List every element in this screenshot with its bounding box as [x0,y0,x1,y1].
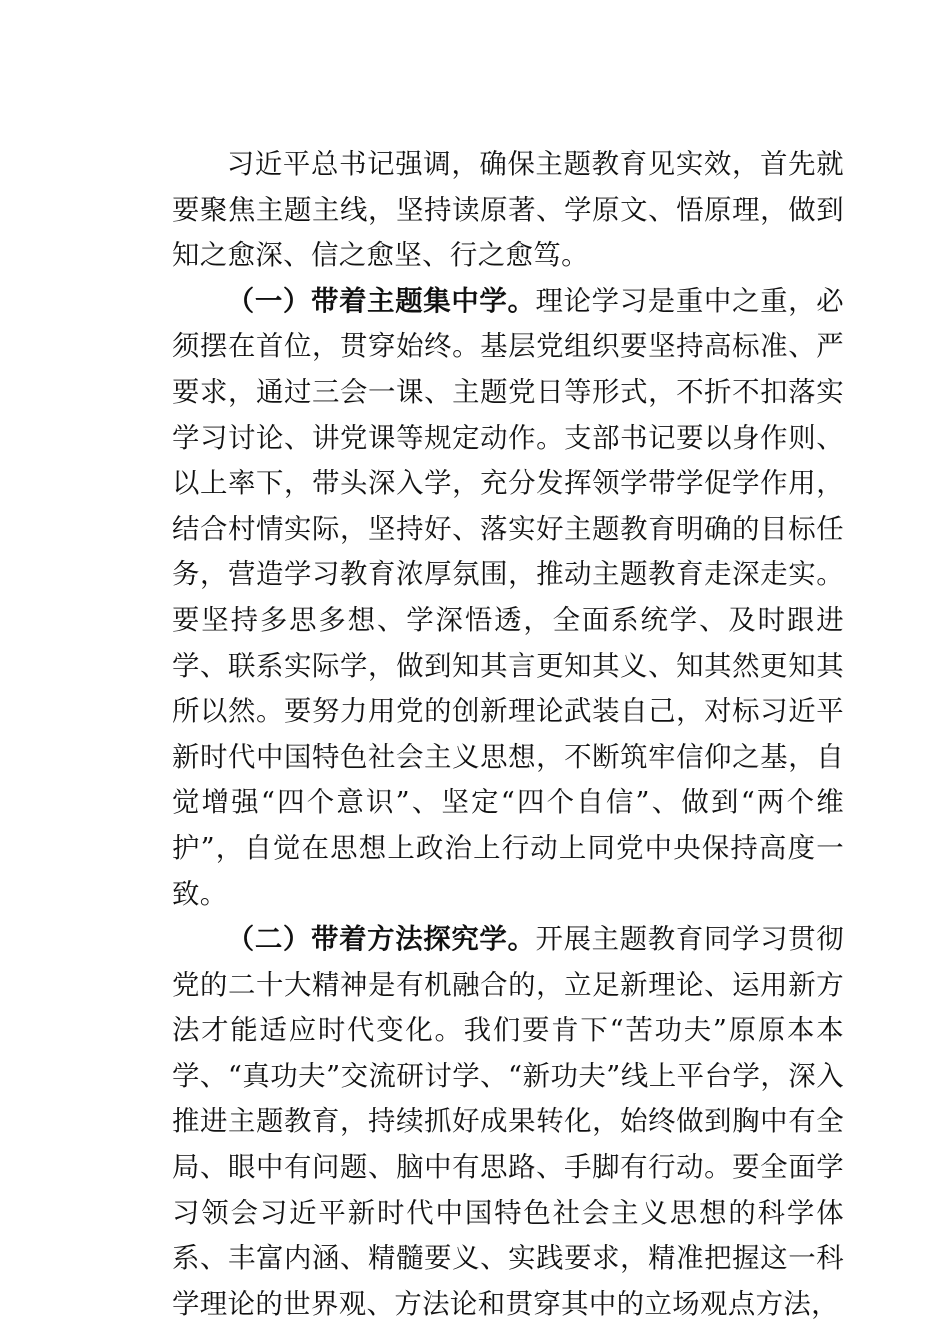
section-two-paragraph [172,917,844,1327]
section-one-text: 理论学习是重中之重，必须摆在首位，贯穿始终。基层党组织要坚持高标准、严要求，通过三会一课、主题党日等形式，不折不扣落实学习讨论、讲党课等规定动作。支部书记要以身作则、以上率下，带头深入学，充分发挥领学带学促学作用，结合村情实际，坚持好、落实好主题教育明确的目标任务，营造学习教育浓厚氛围，推动主题教育走深走实。要坚持多思多想、学深悟透，全面系统学、及时跟进学、联系实际学，做到知其言更知其义、知其然更知其所以然。要努力用党的创新理论武装自己，对标习近平新时代中国特色社会主义思想，不断筑牢信仰之基，自觉增强“四个意识”、坚定“四个自信”、做到“两个维护”，自觉在思想上政治上行动上同党中央保持高度一致。 [172,285,844,910]
section-one-heading: （一）带着主题集中学。 [226,284,536,317]
section-one-paragraph [172,279,844,917]
intro-paragraph [172,142,844,279]
intro-text: 习近平总书记强调，确保主题教育见实效，首先就要聚焦主题主线，坚持读原著、学原文、悟原理，做到知之愈深、信之愈坚、行之愈笃。 [172,149,844,272]
document-body [172,142,844,1327]
section-two-heading: （二）带着方法探究学。 [226,923,536,956]
section-two-text: 开展主题教育同学习贯彻党的二十大精神是有机融合的，立足新理论、运用新方法才能适应时代变化。我们要肯下“苦功夫”原原本本学、“真功夫”交流研讨学、“新功夫”线上平台学，深入推进主题教育，持续抓好成果转化，始终做到胸中有全局、眼中有问题、脑中有思路、手脚有行动。要全面学习领会习近平新时代中国特色社会主义思想的科学体系、丰富内涵、精髓要义、实践要求，精准把握这一科学理论的世界观、方法论和贯穿其中的立场观点方法， [172,924,844,1320]
